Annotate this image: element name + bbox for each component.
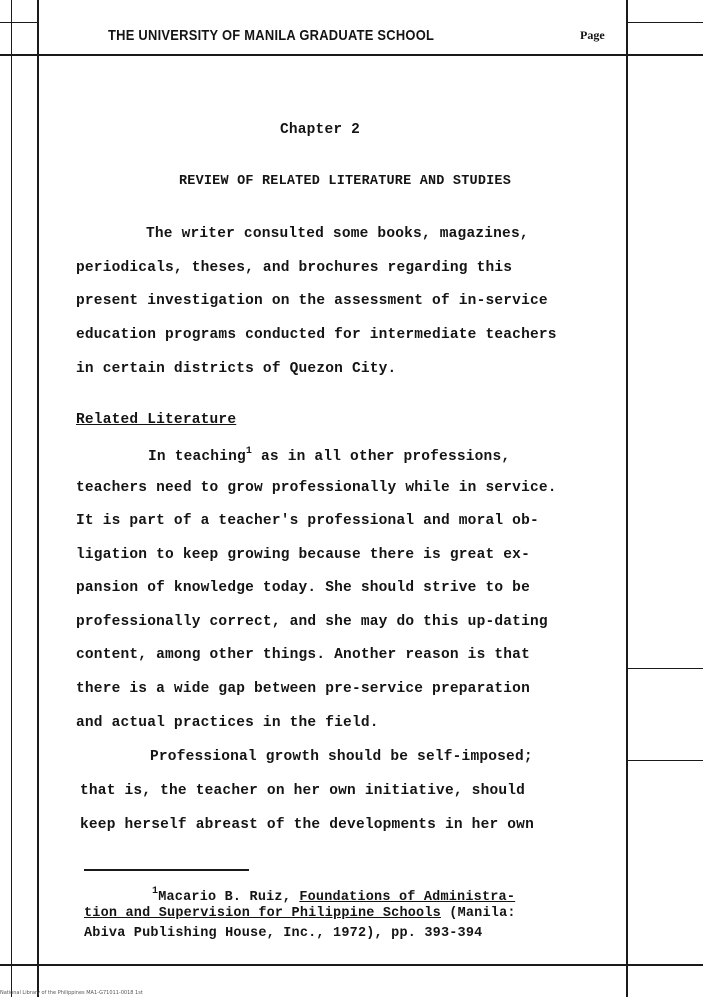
bottom-rule	[0, 964, 703, 966]
right-tick-2	[628, 668, 703, 669]
right-margin-rule	[626, 0, 628, 997]
page-label: Page	[580, 28, 605, 42]
chapter-number: Chapter 2	[279, 122, 361, 138]
footnote-publisher-1: (Manila:	[440, 906, 516, 921]
para2-line-1: Professional growth should be self-imposed;	[150, 749, 533, 765]
para2-line-2: that is, the teacher on her own initiative, should	[80, 783, 526, 799]
footnote-title-1: Foundations of Administra-	[299, 890, 516, 905]
intro-line-2: periodicals, theses, and brochures regarding this	[76, 260, 513, 276]
left-margin-rule	[37, 0, 39, 997]
first-line-start: In teaching	[148, 449, 246, 465]
footnote-separator	[84, 869, 249, 871]
footnote-ref: 1	[245, 446, 253, 457]
right-tick-1	[628, 22, 703, 23]
body-line-2: It is part of a teacher's professional and moral ob-	[76, 513, 539, 529]
intro-line-1: The writer consulted some books, magazines,	[146, 226, 529, 242]
section-heading: Related Literature	[76, 412, 237, 428]
right-tick-3	[628, 760, 703, 761]
footnote-line-1	[152, 886, 515, 905]
body-line-3: ligation to keep growing because there is great ex-	[76, 547, 530, 563]
footnote-line-2	[84, 906, 516, 921]
intro-line-3: present investigation on the assessment of in-service	[76, 293, 548, 309]
body-line-8: and actual practices in the field.	[76, 715, 379, 731]
intro-line-4: education programs conducted for intermediate teachers	[76, 327, 557, 343]
first-line-end: as in all other professions,	[252, 449, 511, 465]
body-line-6: content, among other things. Another reason is that	[76, 647, 530, 663]
section-first-line	[148, 446, 510, 465]
body-line-4: pansion of knowledge today. She should strive to be	[76, 580, 530, 596]
body-line-7: there is a wide gap between pre-service preparation	[76, 681, 530, 697]
body-line-1: teachers need to grow professionally while in service.	[76, 480, 557, 496]
footnote-marker: 1	[152, 886, 159, 897]
footnote-line-3: Abiva Publishing House, Inc., 1972), pp. 393-394	[84, 926, 483, 941]
left-tick-1	[0, 22, 37, 23]
outer-left-rule	[11, 0, 12, 997]
institution-header: THE UNIVERSITY OF MANILA GRADUATE SCHOOL	[108, 27, 435, 44]
scan-footer: National Library of the Philippines MA1-G71011-0018 1st	[0, 990, 143, 996]
footnote-author: Macario B. Ruiz,	[158, 890, 300, 905]
footnote-title-2: tion and Supervision for Philippine Schools	[84, 906, 441, 921]
intro-line-5: in certain districts of Quezon City.	[76, 361, 397, 377]
header-rule	[0, 54, 703, 56]
para2-line-3: keep herself abreast of the developments in her own	[80, 817, 534, 833]
chapter-title: REVIEW OF RELATED LITERATURE AND STUDIES	[178, 174, 512, 189]
body-line-5: professionally correct, and she may do this up-dating	[76, 614, 548, 630]
